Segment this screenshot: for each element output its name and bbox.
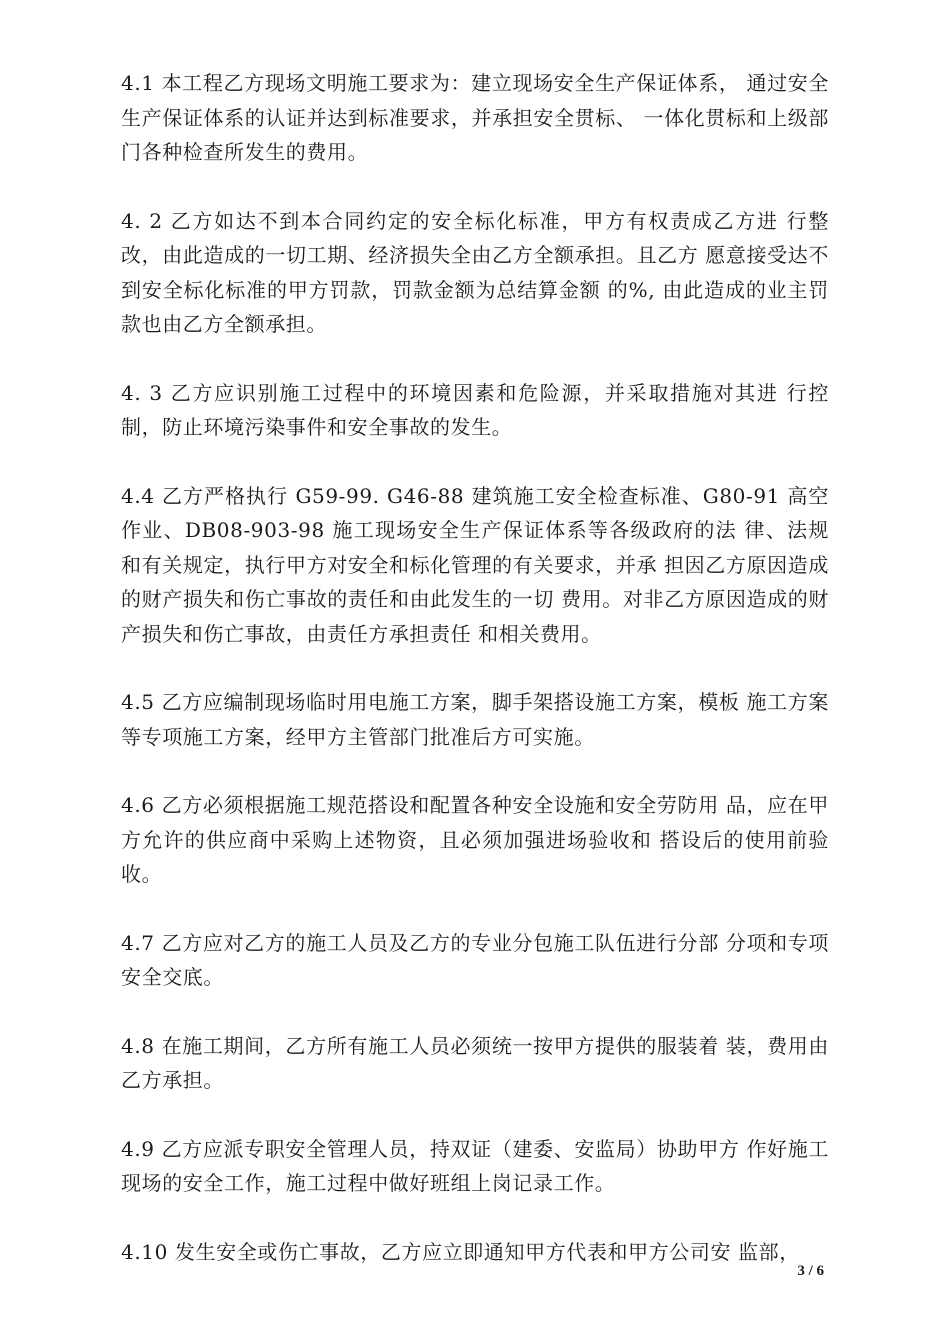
clause-4-5: 4.5 乙方应编制现场临时用电施工方案，脚手架搭设施工方案，模板 施工方案等专项施工方案，经甲方主管部门批准后方可实施。 xyxy=(121,690,829,749)
clause-4-3: 4. 3 乙方应识别施工过程中的环境因素和危险源，并采取措施对其进 行控制，防止环境污染事件和安全事故的发生。 xyxy=(121,380,829,439)
clause-4-2: 4. 2 乙方如达不到本合同约定的安全标化标准，甲方有权责成乙方进 行整改，由此造成的一切工期、经济损失全由乙方全额承担。且乙方 愿意接受达不到安全标化标准的甲方罚款，罚款金额为总结算金额 的%, 由此造成的业主罚款也由乙方全额承担。 xyxy=(121,208,829,336)
clause-4-9: 4.9 乙方应派专职安全管理人员，持双证（建委、安监局）协助甲方 作好施工现场的安全工作，施工过程中做好班组上岗记录工作。 xyxy=(121,1136,829,1195)
clause-4-6: 4.6 乙方必须根据施工规范搭设和配置各种安全设施和安全劳防用 品，应在甲方允许的供应商中采购上述物资，且必须加强进场验收和 搭设后的使用前验收。 xyxy=(121,793,829,886)
document-body xyxy=(121,66,829,1303)
clause-4-4: 4.4 乙方严格执行 G59-99. G46-88 建筑施工安全检查标准、G80-91 高空作业、DB08-903-98 施工现场安全生产保证体系等各级政府的法 律、法规和有关规定，执行甲方对安全和标化管理的有关要求，并承 担因乙方原因造成的财产损失和伤亡事故的责任和由此发生的一切 费用。对非乙方原因造成的财产损失和伤亡事故，由责任方承担责任 和相关费用。 xyxy=(121,483,829,646)
clause-4-10: 4.10 发生安全或伤亡事故，乙方应立即通知甲方代表和甲方公司安 监部， xyxy=(121,1239,800,1264)
clause-4-7: 4.7 乙方应对乙方的施工人员及乙方的专业分包施工队伍进行分部 分项和专项安全交底。 xyxy=(121,930,829,989)
clause-4-1: 4.1 本工程乙方现场文明施工要求为：建立现场安全生产保证体系， 通过安全生产保证体系的认证并达到标准要求，并承担安全贯标、 一体化贯标和上级部门各种检查所发生的费用。 xyxy=(121,71,829,164)
clause-4-8: 4.8 在施工期间，乙方所有施工人员必须统一按甲方提供的服装着 装，费用由乙方承担。 xyxy=(121,1033,829,1092)
page-number: 3 / 6 xyxy=(797,1263,824,1279)
